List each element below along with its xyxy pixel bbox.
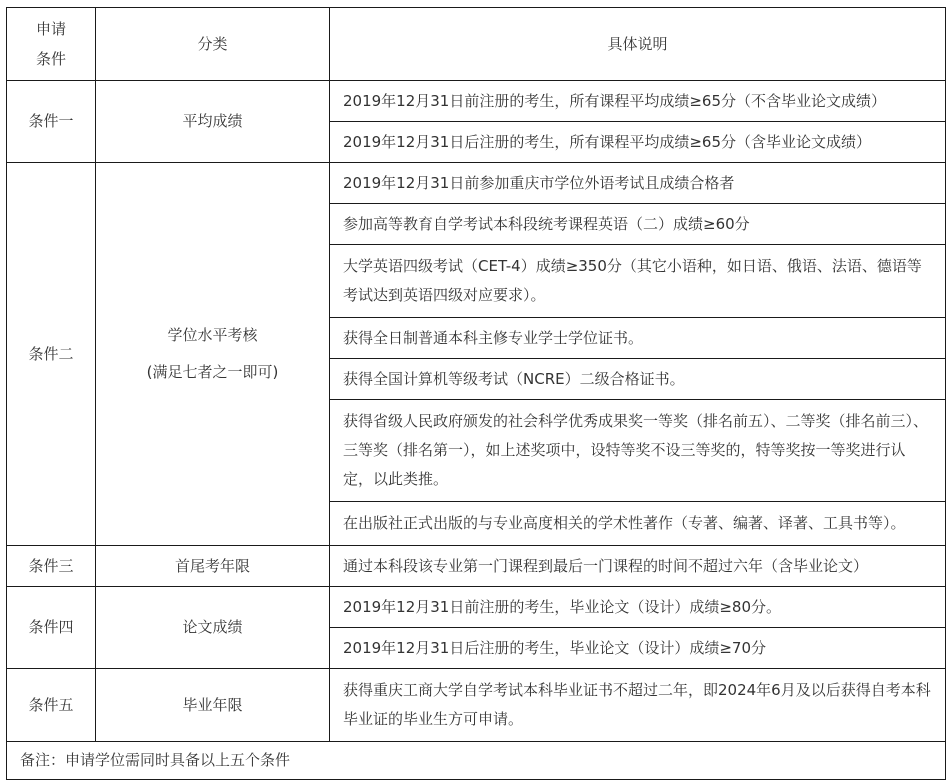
- condition-2-detail-7: 在出版社正式出版的与专业高度相关的学术性著作（专著、编著、译著、工具书等）。: [330, 502, 946, 546]
- condition-4-label: 条件四: [7, 587, 96, 669]
- table-row: [7, 163, 946, 204]
- header-description: 具体说明: [330, 8, 946, 81]
- condition-3-label: 条件三: [7, 546, 96, 587]
- condition-5-label: 条件五: [7, 669, 96, 742]
- condition-2-detail-2: 参加高等教育自学考试本科段统考课程英语（二）成绩≥60分: [330, 204, 946, 245]
- condition-1-category: 平均成绩: [96, 81, 330, 163]
- condition-2-detail-4: 获得全日制普通本科主修专业学士学位证书。: [330, 318, 946, 359]
- conditions-table: [6, 7, 946, 780]
- condition-2-category: [96, 163, 330, 546]
- condition-3-detail-1: 通过本科段该专业第一门课程到最后一门课程的时间不超过六年（含毕业论文）: [330, 546, 946, 587]
- condition-2-category-line1: 学位水平考核: [167, 326, 258, 344]
- table-row: [7, 81, 946, 122]
- condition-4-category: 论文成绩: [96, 587, 330, 669]
- condition-4-detail-2: 2019年12月31日后注册的考生，毕业论文（设计）成绩≥70分: [330, 628, 946, 669]
- table-row: [7, 587, 946, 628]
- condition-3-category: 首尾考年限: [96, 546, 330, 587]
- condition-2-detail-6: 获得省级人民政府颁发的社会科学优秀成果奖一等奖（排名前五）、二等奖（排名前三）、三等奖（排名第一），如上述奖项中，设特等奖不设三等奖的，特等奖按一等奖进行认定，以此类推。: [330, 400, 946, 502]
- condition-2-category-line2: (满足七者之一即可): [146, 363, 279, 381]
- condition-1-detail-2: 2019年12月31日后注册的考生，所有课程平均成绩≥65分（含毕业论文成绩）: [330, 122, 946, 163]
- header-condition-line2: 条件: [35, 50, 66, 68]
- condition-4-detail-1: 2019年12月31日前注册的考生，毕业论文（设计）成绩≥80分。: [330, 587, 946, 628]
- condition-2-detail-3: 大学英语四级考试（CET-4）成绩≥350分（其它小语种，如日语、俄语、法语、德语等考试达到英语四级对应要求）。: [330, 245, 946, 318]
- condition-1-label: 条件一: [7, 81, 96, 163]
- condition-5-detail-1: 获得重庆工商大学自学考试本科毕业证书不超过二年，即2024年6月及以后获得自考本科毕业证的毕业生方可申请。: [330, 669, 946, 742]
- header-category: 分类: [96, 8, 330, 81]
- header-condition: [7, 8, 96, 81]
- table-row: [7, 546, 946, 587]
- condition-5-category: 毕业年限: [96, 669, 330, 742]
- condition-1-detail-1: 2019年12月31日前注册的考生，所有课程平均成绩≥65分（不含毕业论文成绩）: [330, 81, 946, 122]
- header-condition-line1: 申请: [35, 20, 66, 38]
- condition-2-detail-1: 2019年12月31日前参加重庆市学位外语考试且成绩合格者: [330, 163, 946, 204]
- condition-2-label: 条件二: [7, 163, 96, 546]
- note-text: 备注：申请学位需同时具备以上五个条件: [7, 742, 946, 780]
- table-header-row: [7, 8, 946, 81]
- table-row: [7, 669, 946, 742]
- condition-2-detail-5: 获得全国计算机等级考试（NCRE）二级合格证书。: [330, 359, 946, 400]
- table-note-row: [7, 742, 946, 780]
